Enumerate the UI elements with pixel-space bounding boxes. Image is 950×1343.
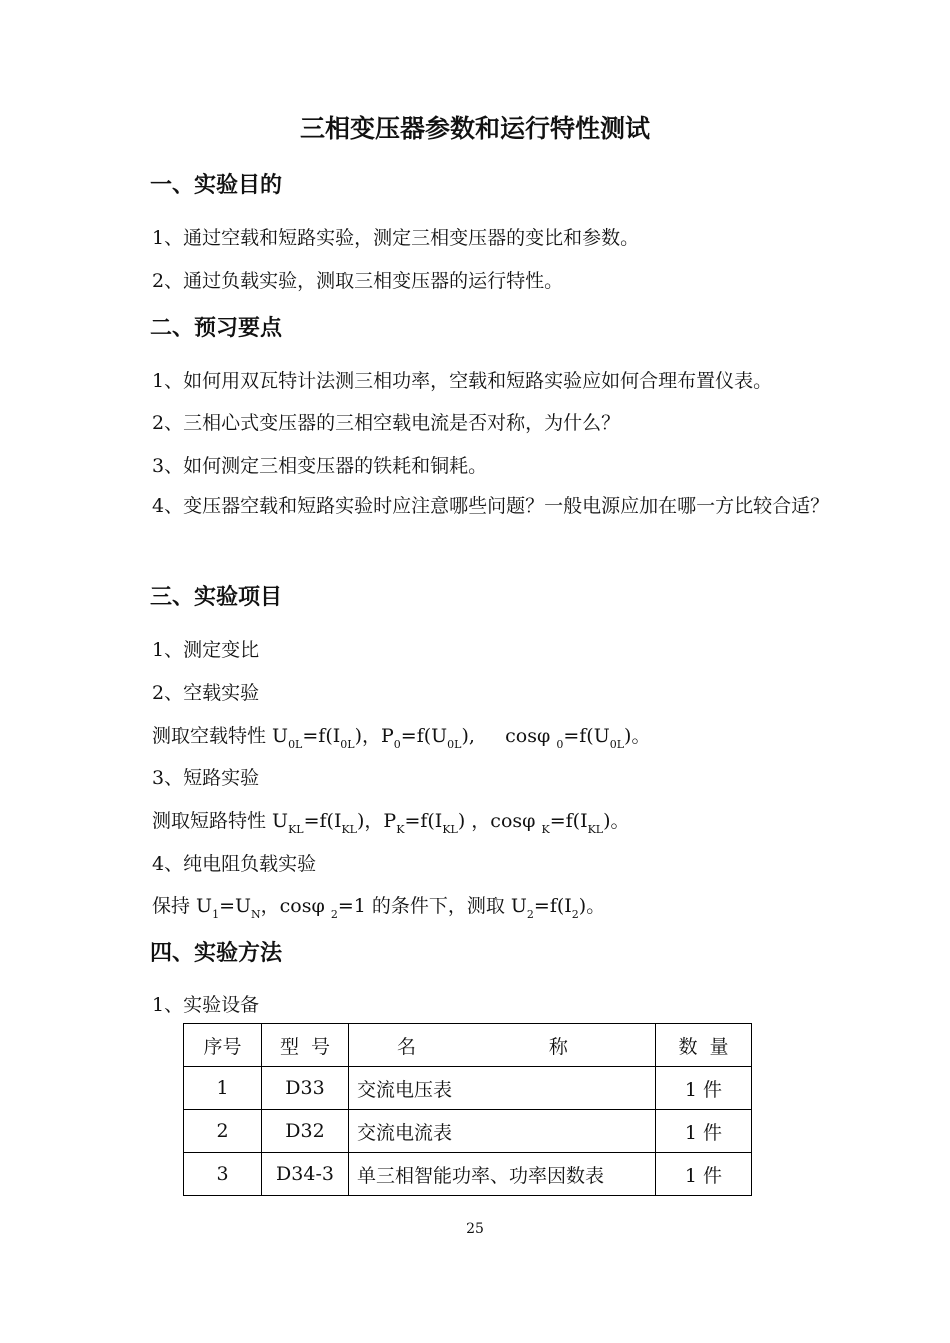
experiment-item-2: 2、空载实验 bbox=[152, 682, 260, 704]
subscript: 2 bbox=[526, 908, 534, 921]
subscript: 0L bbox=[609, 738, 625, 751]
cell-index: 1 bbox=[184, 1067, 262, 1110]
formula-part: =U bbox=[219, 895, 251, 917]
formula-part: =f(U bbox=[563, 725, 610, 747]
p-symbol: P bbox=[380, 725, 394, 747]
load-condition-line bbox=[152, 891, 605, 921]
subscript: N bbox=[251, 908, 261, 921]
cell-quantity: 1 件 bbox=[656, 1153, 752, 1196]
section-heading-methods: 四、实验方法 bbox=[150, 941, 283, 966]
subscript: KL bbox=[442, 823, 458, 836]
header-cell-model: 型 号 bbox=[262, 1024, 349, 1067]
subscript: 1 bbox=[212, 908, 220, 921]
cos-symbol: cosφ bbox=[505, 725, 551, 747]
cell-name: 交流电压表 bbox=[349, 1067, 656, 1110]
cell-index: 2 bbox=[184, 1110, 262, 1153]
subscript: K bbox=[541, 823, 550, 836]
short-prefix: 测取短路特性 bbox=[152, 810, 273, 832]
short-circuit-characteristics-line bbox=[152, 806, 630, 836]
formula-part: ), bbox=[461, 725, 475, 747]
objective-item-1: 1、通过空载和短路实验，测定三相变压器的变比和参数。 bbox=[152, 227, 640, 249]
cell-model: D32 bbox=[262, 1110, 349, 1153]
subscript: 0L bbox=[340, 738, 355, 751]
table-header-row bbox=[184, 1024, 752, 1067]
section-heading-preview: 二、预习要点 bbox=[150, 316, 283, 341]
formula-part: )， bbox=[354, 725, 381, 747]
noload-characteristics-line bbox=[152, 721, 650, 751]
formula-part: )。 bbox=[624, 725, 651, 747]
subscript: 2 bbox=[571, 908, 579, 921]
preview-item-3: 3、如何测定三相变压器的铁耗和铜耗。 bbox=[152, 455, 488, 477]
formula-part: )。 bbox=[578, 895, 606, 917]
subscript: 0L bbox=[288, 738, 303, 751]
formula-part: =f(U bbox=[400, 725, 448, 747]
formula-part: ) ， bbox=[457, 810, 491, 832]
objective-item-2: 2、通过负载实验，测取三相变压器的运行特性。 bbox=[152, 270, 564, 292]
table-row bbox=[184, 1110, 752, 1153]
subscript: 2 bbox=[330, 908, 338, 921]
cos-symbol: cosφ bbox=[490, 810, 536, 832]
formula-part: )， bbox=[357, 810, 384, 832]
formula-part: =f(I bbox=[404, 810, 443, 832]
experiment-item-4: 4、纯电阻负载实验 bbox=[152, 853, 317, 875]
table-row bbox=[184, 1153, 752, 1196]
subscript: K bbox=[396, 823, 405, 836]
formula-part: )。 bbox=[603, 810, 630, 832]
cell-model: D33 bbox=[262, 1067, 349, 1110]
subscript: 0L bbox=[447, 738, 462, 751]
subscript: KL bbox=[288, 823, 304, 836]
header-cell-quantity: 数 量 bbox=[656, 1024, 752, 1067]
subscript: KL bbox=[341, 823, 357, 836]
experiment-item-1: 1、测定变比 bbox=[152, 639, 260, 661]
page-title: 三相变压器参数和运行特性测试 bbox=[299, 114, 650, 143]
cos-symbol: ，cosφ bbox=[260, 895, 325, 917]
subscript: 0 bbox=[393, 738, 401, 751]
preview-item-2: 2、三相心式变压器的三相空载电流是否对称，为什么？ bbox=[152, 412, 621, 434]
page-number: 25 bbox=[466, 1221, 484, 1237]
experiment-item-3: 3、短路实验 bbox=[152, 767, 260, 789]
formula-part: =f(I bbox=[303, 810, 342, 832]
table-row bbox=[184, 1067, 752, 1110]
cell-model: D34-3 bbox=[262, 1153, 349, 1196]
section-heading-objectives: 一、实验目的 bbox=[150, 173, 283, 198]
u-symbol: U bbox=[272, 810, 289, 832]
preview-item-4: 4、变压器空载和短路实验时应注意哪些问题？一般电源应加在哪一方比较合适？ bbox=[152, 495, 830, 517]
formula-part: 保持 U bbox=[152, 895, 213, 917]
subscript: KL bbox=[587, 823, 604, 836]
cell-name: 单三相智能功率、功率因数表 bbox=[349, 1153, 656, 1196]
equipment-table bbox=[183, 1023, 752, 1196]
preview-item-1: 1、如何用双瓦特计法测三相功率，空载和短路实验应如何合理布置仪表。 bbox=[152, 370, 773, 392]
formula-part: =f(I bbox=[302, 725, 341, 747]
cell-index: 3 bbox=[184, 1153, 262, 1196]
formula-part: =f(I bbox=[533, 895, 572, 917]
cell-name: 交流电流表 bbox=[349, 1110, 656, 1153]
formula-part: =f(I bbox=[549, 810, 588, 832]
noload-prefix: 测取空载特性 bbox=[152, 725, 273, 747]
header-cell-name: 名 称 bbox=[349, 1024, 656, 1067]
cell-quantity: 1 件 bbox=[656, 1110, 752, 1153]
formula-part: =1 的条件下，测取 U bbox=[337, 895, 527, 917]
subscript: 0 bbox=[556, 738, 564, 751]
p-symbol: P bbox=[383, 810, 397, 832]
cell-quantity: 1 件 bbox=[656, 1067, 752, 1110]
u-symbol: U bbox=[272, 725, 289, 747]
header-cell-index: 序号 bbox=[184, 1024, 262, 1067]
method-item-1: 1、实验设备 bbox=[152, 994, 260, 1016]
section-heading-items: 三、实验项目 bbox=[150, 585, 283, 610]
